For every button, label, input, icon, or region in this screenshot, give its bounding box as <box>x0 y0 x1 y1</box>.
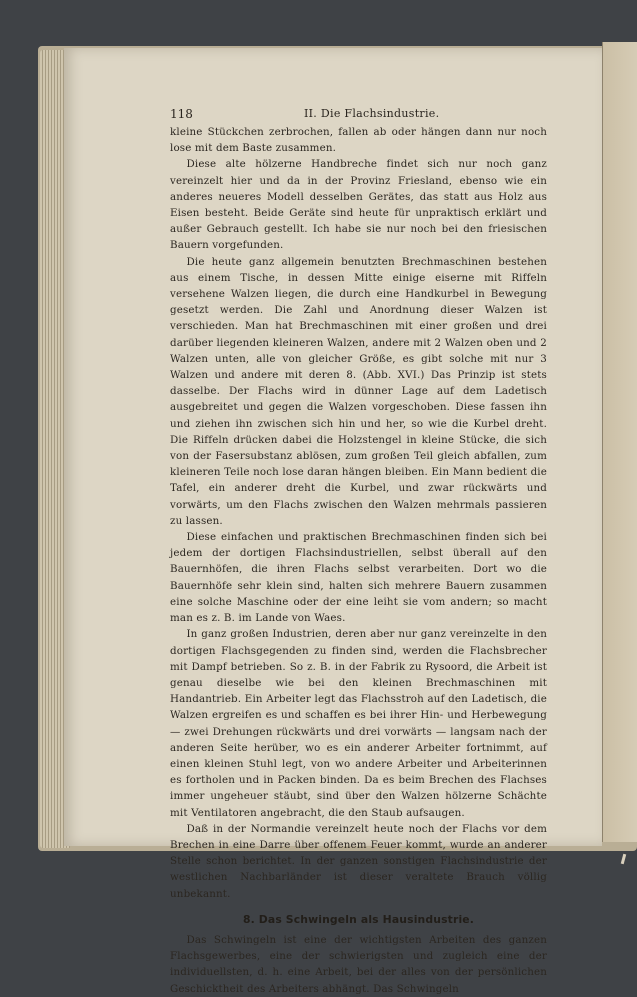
paragraph-6: Daß in der Normandie vereinzelt heute noch der Flachs vor dem Brechen in eine Darre über offenem Feuer kommt, wurde an anderer Stelle schon berichtet. In der ganzen sonstigen Flachsindustrie der westlichen Nachbarländer ist dieser veraltete Brauch völlig unbekannt. <box>170 822 547 900</box>
paragraph-2: Diese alte hölzerne Handbreche findet sich nur noch ganz vereinzelt hier und da in der Provinz Friesland, ebenso wie ein anderes neueres Modell desselben Gerätes, das statt aus Holz aus Eisen besteht. Beide Geräte sind heute für unpraktisch erklärt und außer Gebrauch gestellt. Ich habe sie nur noch bei den friesischen Bauern vorgefunden. <box>170 158 547 252</box>
running-title: II. Die Flachsindustrie. <box>304 107 440 120</box>
paragraph-4: Diese einfachen und praktischen Brechmaschinen finden sich bei jedem der dortigen Flachsindustriellen, selbst überall auf den Bauernhöfen, die ihren Flachs selbst verarbeiten. Dort wo die Bauernhöfe sehr klein sind, halten sich mehrere Bauern zusammen eine solche Maschine oder der eine leiht sie vom andern; so macht man es z. B. im Lande von Waes. <box>170 531 547 625</box>
corner-mark <box>621 854 626 864</box>
paragraph-3: Die heute ganz allgemein benutzten Brechmaschinen bestehen aus einem Tische, in dessen Mitte einige eiserne mit Riffeln versehene Walzen liegen, die durch eine Handkurbel in Bewegung gesetzt werden. Die Zahl und Anordnung dieser Walzen ist verschieden. Man hat Brechmaschinen mit einer großen und drei darüber liegenden kleineren Walzen, andere mit 2 Walzen oben und 2 Walzen unten, alle von gleicher Größe, es gibt solche mit nur 3 Walzen und andere mit deren 8. (Abb. XVI.) Das Prinzip ist stets dasselbe. Der Flachs wird in dünner Lage auf dem Ladetisch ausgebreitet und gegen die Walzen vorgeschoben. Diese fassen ihn und ziehen ihn zwischen sich hin und her, so wie die Kurbel dreht. Die Riffeln drücken dabei die Holzstengel in kleine Stücke, die sich von der Fasersubstanz ablösen, zum großen Teil gleich abfallen, zum kleineren Teile noch lose daran hängen bleiben. Ein Mann bedient die Tafel, ein anderer dreht die Kurbel, und zwar rückwärts und vorwärts, um den Flachs zwischen den Walzen mehrmals passieren zu lassen. <box>170 255 547 527</box>
paragraph-1: kleine Stückchen zerbrochen, fallen ab oder hängen dann nur noch lose mit dem Baste zusammen. <box>170 126 547 155</box>
section-paragraph: Das Schwingeln ist eine der wichtigsten Arbeiten des ganzen Flachsgewerbes, eine der schwierigsten und zugleich eine der individuellsten, d. h. eine Arbeit, bei der alles von der persönlichen Geschicktheit des Arbeiters abhängt. Das Schwingeln <box>170 933 547 995</box>
facing-page-edge <box>602 42 637 842</box>
page-number: 118 <box>170 107 193 121</box>
section-heading: 8. Das Schwingeln als Hausindustrie. <box>242 912 475 926</box>
paragraph-5: In ganz großen Industrien, deren aber nur ganz vereinzelte in den dortigen Flachsgegenden zu finden sind, werden die Flachsbrecher mit Dampf betrieben. So z. B. in der Fabrik zu Rysoord, die Arbeit ist genau dieselbe wie bei den kleinen Brechmaschinen mit Handantrieb. Ein Arbeiter legt das Flachsstroh auf den Ladetisch, die Walzen ergreifen es und schaffen es bei ihrer Hin- und Herbewegung — zwei Drehungen rückwärts und drei vorwärts — langsam nach der anderen Seite herüber, wo es ein anderer Arbeiter fortnimmt, auf einen kleinen Stuhl legt, von wo andere Arbeiter und Arbeiterinnen es fortholen und in Packen binden. Da es beim Brechen des Flachses immer ungeheuer stäubt, sind über den Walzen hölzerne Schächte mit Ventilatoren angebracht, die den Staub aufsaugen. <box>170 628 547 819</box>
body-text <box>170 124 547 997</box>
